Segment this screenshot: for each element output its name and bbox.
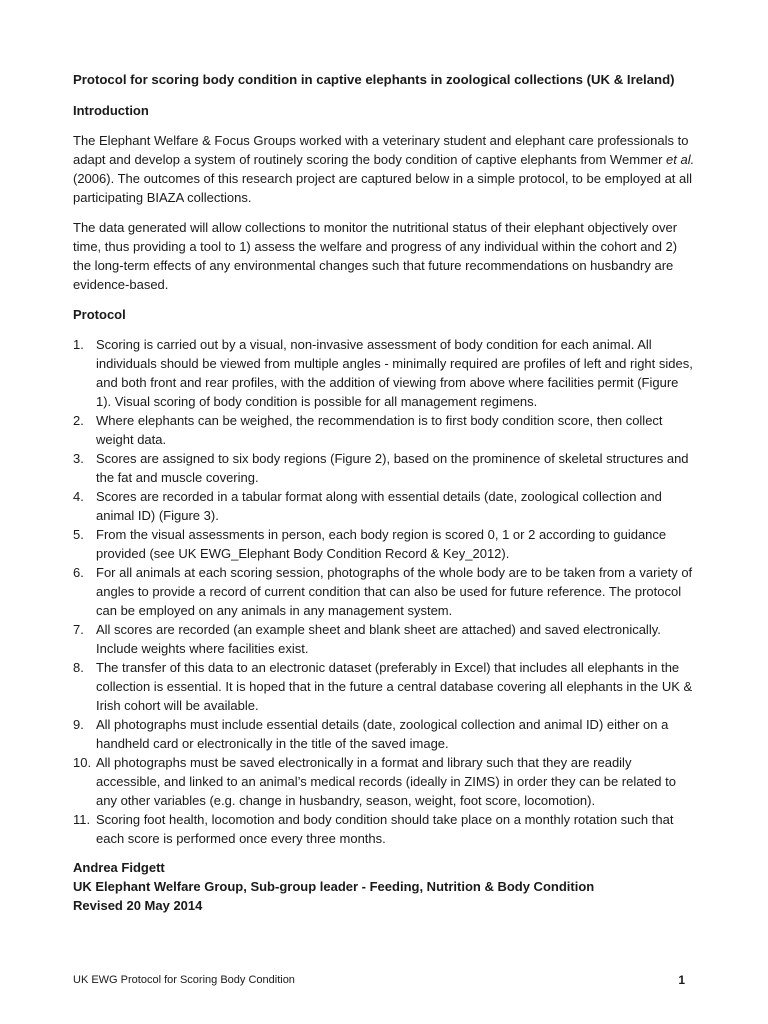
signature-block xyxy=(73,858,695,915)
intro-paragraph-2: The data generated will allow collections to monitor the nutritional status of their elephant objectively over time, thus providing a tool to 1) assess the welfare and progress of any individual within the cohort and 2) the long-term effects of any environmental changes such that future recommendations on husbandry are evidence-based. xyxy=(73,220,678,292)
protocol-item: 5. From the visual assessments in person, each body region is scored 0, 1 or 2 according to guidance provided (see UK EWG_Elephant Body Condition Record & Key_2012). xyxy=(73,527,667,561)
protocol-item: 9. All photographs must include essential details (date, zoological collection and animal ID) either on a handheld card or electronically in the title of the saved image. xyxy=(73,717,669,751)
protocol-heading: Protocol xyxy=(73,307,126,322)
document-title: Protocol for scoring body condition in captive elephants in zoological collections (UK & Ireland) xyxy=(73,72,675,87)
page-footer xyxy=(73,972,685,988)
author-name: Andrea Fidgett xyxy=(73,860,165,875)
protocol-item: 4. Scores are recorded in a tabular format along with essential details (date, zoological collection and animal ID) (Figure 3). xyxy=(73,489,662,523)
protocol-item: 3. Scores are assigned to six body regions (Figure 2), based on the prominence of skeletal structures and the fat and muscle covering. xyxy=(73,451,689,485)
revision-date: Revised 20 May 2014 xyxy=(73,898,203,913)
document-page xyxy=(73,70,695,915)
page-number: 1 xyxy=(678,973,685,987)
introduction-heading: Introduction xyxy=(73,103,149,118)
footer-text: UK EWG Protocol for Scoring Body Condition xyxy=(73,974,295,986)
protocol-item: 11. Scoring foot health, locomotion and body condition should take place on a monthly rotation such that each score is performed once every three months. xyxy=(73,812,674,846)
intro-paragraph-1: The Elephant Welfare & Focus Groups worked with a veterinary student and elephant care professionals to adapt and develop a system of routinely scoring the body condition of captive elephants from Wemmer et al. (2006). The outcomes of this research project are captured below in a simple protocol, to be employed at all participating BIAZA collections. xyxy=(73,133,695,205)
protocol-item: 10. All photographs must be saved electronically in a format and library such that they are readily accessible, and linked to an animal’s medical records (ideally in ZIMS) in order they can be related to any other variables (e.g. change in husbandry, season, weight, foot score, locomotion). xyxy=(73,755,676,808)
protocol-item: 7. All scores are recorded (an example sheet and blank sheet are attached) and saved electronically. Include weights where facilities exist. xyxy=(73,622,661,656)
protocol-item: 2. Where elephants can be weighed, the recommendation is to first body condition score, then collect weight data. xyxy=(73,413,663,447)
protocol-item: 8. The transfer of this data to an electronic dataset (preferably in Excel) that includes all elephants in the collection is essential. It is hoped that in the future a central database covering all elephants in the UK & Irish cohort will be available. xyxy=(73,660,693,713)
protocol-list xyxy=(73,335,695,848)
protocol-item: 1. Scoring is carried out by a visual, non-invasive assessment of body condition for each animal. All individuals should be viewed from multiple angles - minimally required are profiles of left and right sides, and both front and rear profiles, with the addition of viewing from above where facilities permit (Figure 1). Visual scoring of body condition is possible for all management regimens. xyxy=(73,337,693,409)
protocol-item: 6. For all animals at each scoring session, photographs of the whole body are to be taken from a variety of angles to provide a record of current condition that can also be used for future reference. The protocol can be employed on any animals in any management system. xyxy=(73,565,693,618)
author-role: UK Elephant Welfare Group, Sub-group leader - Feeding, Nutrition & Body Condition xyxy=(73,879,595,894)
et-al-italic: et al. xyxy=(666,152,695,167)
